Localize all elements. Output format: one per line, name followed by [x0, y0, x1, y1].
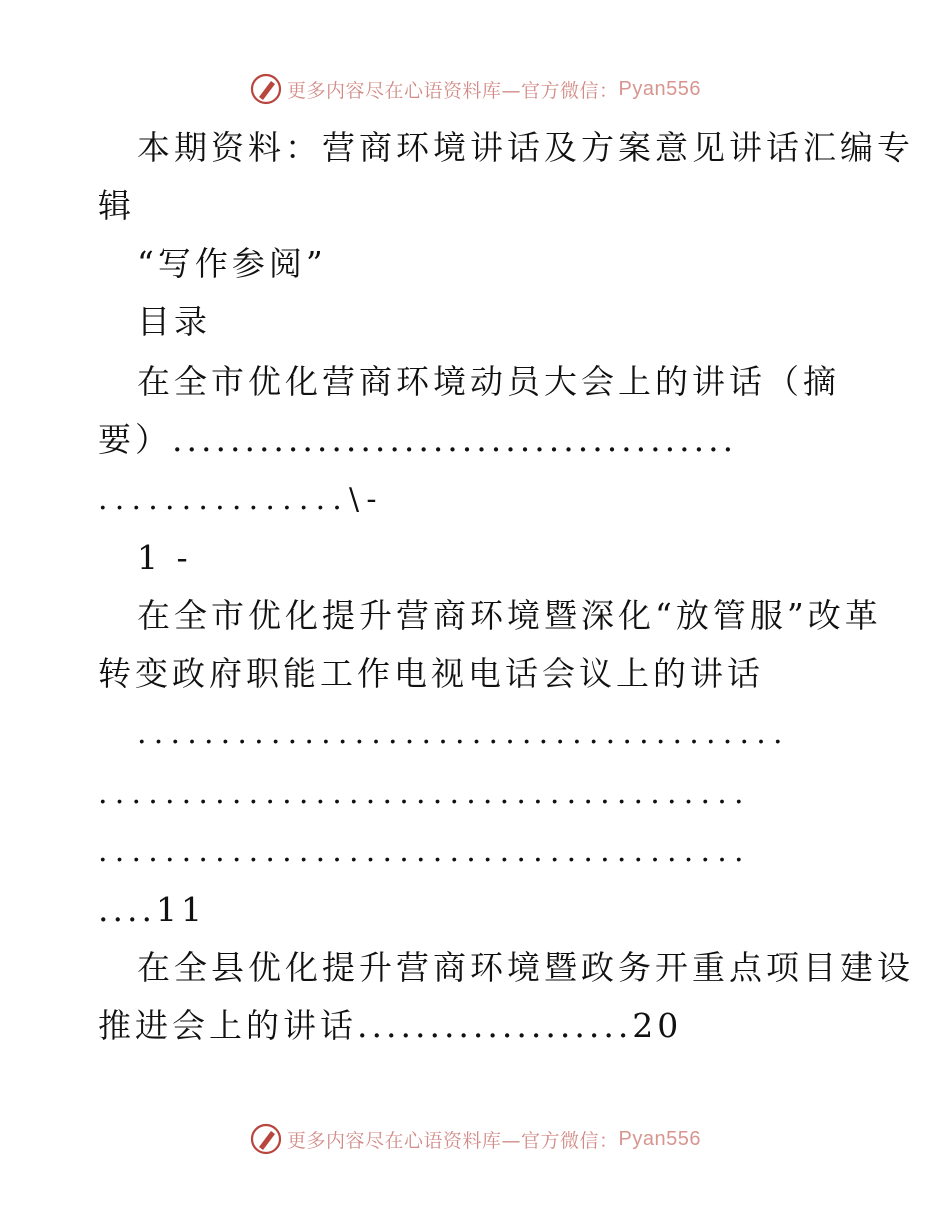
toc-heading: 目录: [137, 302, 211, 341]
toc-entry-3-line2: 推进会上的讲话...................20: [98, 1006, 683, 1045]
toc-entry-2-dots1: .......................................: [137, 716, 790, 751]
pen-logo-icon: [249, 1122, 283, 1156]
toc-entry-2-line2: 转变政府职能工作电视电话会议上的讲话: [98, 654, 764, 693]
toc-entry-2-dots2: .......................................: [98, 776, 751, 811]
watermark-header: [0, 72, 950, 106]
pen-logo-icon: [249, 72, 283, 106]
toc-entry-1-line3: ...............\-: [98, 482, 384, 517]
watermark-text: 更多内容尽在心语资料库—官方微信：: [287, 1129, 619, 1152]
toc-entry-1-line1: 在全市优化营商环境动员大会上的讲话（摘: [137, 362, 840, 401]
toc-entry-3-line1: 在全县优化提升营商环境暨政务开重点项目建设: [137, 948, 914, 987]
toc-entry-2-page: ....11: [98, 890, 206, 929]
toc-entry-1-page: 1 -: [137, 538, 192, 577]
watermark-wechat-id: Pyan556: [618, 1127, 701, 1150]
document-title-line2: 辑: [98, 186, 135, 225]
toc-entry-2-line1: 在全市优化提升营商环境暨深化“放管服”改革: [137, 596, 882, 635]
toc-entry-2-dots3: .......................................: [98, 834, 751, 869]
watermark-wechat-id: Pyan556: [618, 77, 701, 100]
watermark-text: 更多内容尽在心语资料库—官方微信：: [287, 79, 619, 102]
document-title-line1: 本期资料：营商环境讲话及方案意见讲话汇编专: [137, 128, 914, 167]
watermark-footer: [0, 1122, 950, 1156]
document-subtitle: “写作参阅”: [137, 244, 327, 283]
toc-entry-1-line2: 要）.......................................: [98, 420, 738, 459]
